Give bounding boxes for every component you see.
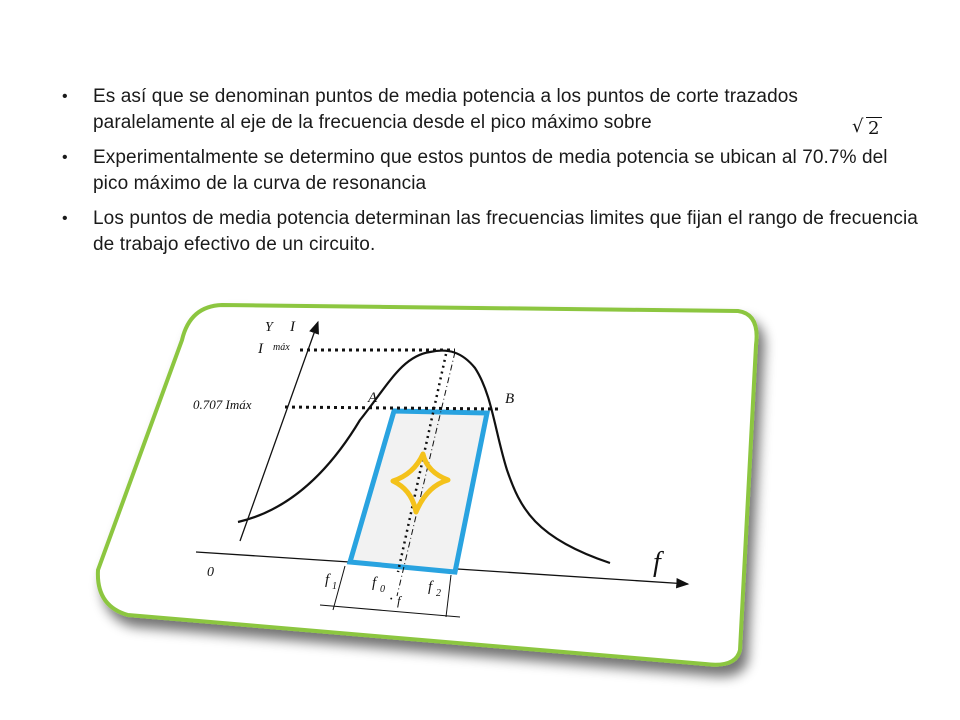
half-power-level-label: 0.707 Imáx (193, 397, 252, 412)
point-a-label: A (368, 390, 378, 406)
bullet-dot: • (62, 88, 68, 105)
bandwidth-prefix: · (389, 591, 393, 608)
point-b-label: B (505, 391, 515, 407)
bullet-text: Es así que se denominan puntos de media potencia a los puntos de corte trazados paralelamente al eje de la frecuencia desde el pico máximo sobre (93, 86, 799, 133)
imax-subscript: máx (273, 342, 290, 353)
y-axis-label-y: Y (265, 320, 273, 335)
bullet-text: Los puntos de media potencia determinan las frecuencias limites que fijan el rango de frecuencia de trabajo efectivo de un circuito. (93, 208, 918, 255)
imax-label: I (258, 341, 263, 357)
x-axis-label-f: f (653, 547, 661, 578)
f1-subscript: 1 (332, 581, 337, 592)
bullet-dot: • (62, 210, 68, 227)
sqrt-argument: 2 (868, 118, 880, 139)
f2-subscript: 2 (436, 588, 441, 599)
sqrt-radical: √ (852, 116, 864, 137)
origin-label: 0 (207, 565, 214, 580)
bullet-text: Experimentalmente se determino que estos puntos de media potencia se ubican al 70.7% del pico máximo de la curva de resonancia (93, 147, 888, 194)
f0-label: f (372, 575, 377, 591)
bandwidth-label: f (397, 593, 401, 608)
y-axis-label-i: I (290, 319, 295, 335)
f0-subscript: 0 (380, 584, 385, 595)
bullet-dot: • (62, 149, 68, 166)
f1-label: f (325, 572, 330, 588)
f2-label: f (428, 579, 433, 595)
